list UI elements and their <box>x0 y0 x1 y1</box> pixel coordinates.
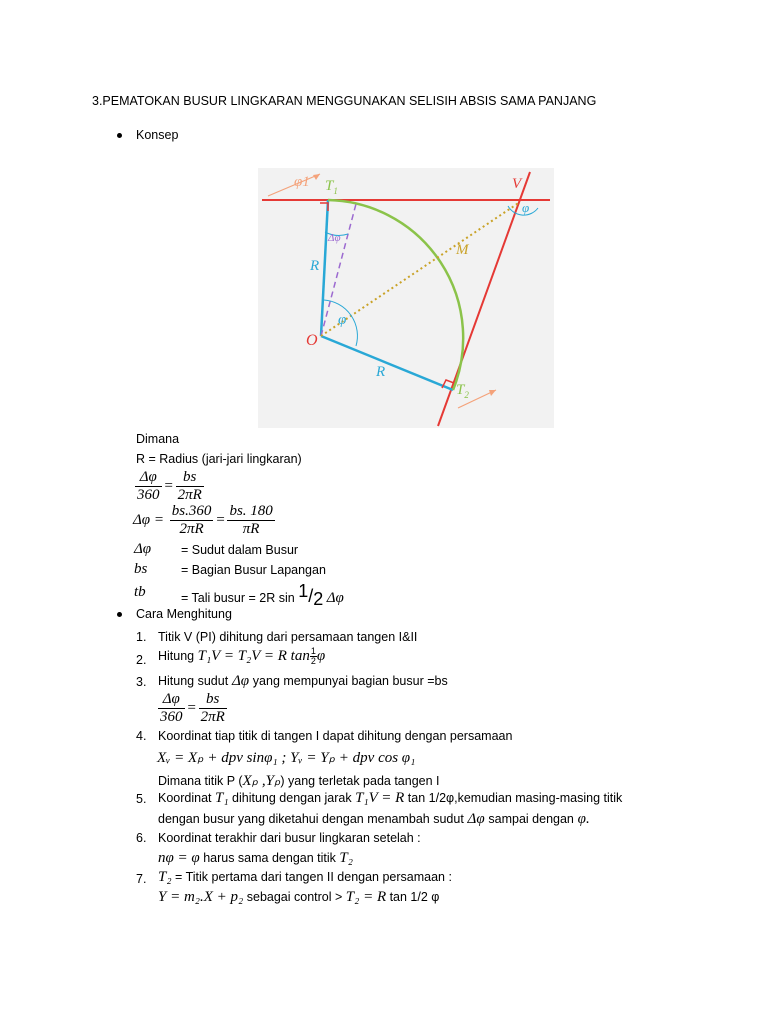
formula-2 <box>133 503 277 538</box>
step-number: 5. <box>136 792 147 806</box>
step-2-math: T₁V = T₂V = R tan <box>197 647 310 664</box>
step-number: 7. <box>136 872 147 886</box>
label-t2-letter: T <box>456 382 465 398</box>
step-4-text: Koordinat tiap titik di tangen I dapat dihitung dengan persamaan <box>158 729 513 743</box>
konsep-label: Konsep <box>136 128 179 142</box>
frac-num: 1 <box>310 646 316 656</box>
label-t1-sub: 1 <box>333 186 338 196</box>
tb-half-num: 1 <box>298 581 309 601</box>
formula-1-frac-left <box>135 469 162 504</box>
frac-num: bs. 180 <box>229 503 273 519</box>
label-delta-phi: Δφ <box>328 232 341 244</box>
frac-num: bs <box>176 469 204 487</box>
equals-sign: = <box>215 511 226 528</box>
frac-num: bs <box>199 691 227 709</box>
radius-line-2 <box>321 336 453 390</box>
label-phi-center: φ <box>338 312 347 328</box>
step-6-line2 <box>158 850 353 867</box>
step-6-math: nφ = φ <box>158 850 200 866</box>
formula-2-frac-left <box>170 503 214 538</box>
tb-half-den: 2 <box>313 589 324 609</box>
label-m: M <box>456 242 469 258</box>
step-7-formula: Y = m₂.X + p₂ <box>158 889 244 905</box>
label-phi-v: φ <box>522 200 530 215</box>
step-5-line2-math2: φ. <box>573 811 590 827</box>
step-5-line2 <box>158 811 590 828</box>
cara-label: Cara Menghitung <box>136 607 232 621</box>
step-4-line3 <box>158 771 440 790</box>
step-6-math2: T₂ <box>339 850 353 866</box>
step-7-line1 <box>158 869 452 886</box>
def-sym-tb: tb <box>134 584 146 600</box>
def-text-bs: = Bagian Busur Lapangan <box>181 563 326 577</box>
step-number: 2. <box>136 653 147 667</box>
step-5-text: Koordinat <box>158 791 212 805</box>
label-r-vertical: R <box>310 258 320 274</box>
frac-den: πR <box>242 521 260 537</box>
step-5-line2-a: dengan busur yang diketahui dengan menambah sudut <box>158 812 464 826</box>
def-text-tb-main: = Tali busur = 2R sin <box>181 591 295 605</box>
label-t2 <box>456 382 469 400</box>
step-5-line2-math: Δφ <box>463 811 489 827</box>
tangent-line-2 <box>438 172 530 426</box>
r-definition: R = Radius (jari-jari lingkaran) <box>136 452 302 466</box>
def-sym-bs: bs <box>134 561 148 577</box>
step-7-math2: T₂ = R <box>345 889 387 905</box>
label-phi1: φ1 <box>294 174 310 190</box>
page-title: 3.PEMATOKAN BUSUR LINGKARAN MENGGUNAKAN SELISIH ABSIS SAMA PANJANG <box>92 94 597 108</box>
frac-den: 2 <box>310 656 316 666</box>
formula-1-frac-right <box>176 469 204 504</box>
step-6-text2: harus sama dengan titik <box>199 851 340 865</box>
step-number: 1. <box>136 630 147 644</box>
label-t2-sub: 2 <box>464 390 469 400</box>
step-2-phi: φ <box>316 647 326 664</box>
step-7-math: T₂ <box>158 869 172 885</box>
label-r-lower: R <box>376 364 386 380</box>
step-7-text2: sebagai control > <box>243 890 346 904</box>
tb-dphi: Δφ <box>326 590 344 606</box>
step-7-line2 <box>158 889 439 906</box>
def-text-dphi: = Sudut dalam Busur <box>181 543 299 557</box>
frac-left <box>158 691 185 726</box>
bullet-dot <box>117 612 122 617</box>
step-4-formula: Xᵥ = Xₚ + dpv sinφ₁ ; Yᵥ = Yₚ + dpv cos φ₁ <box>157 750 416 766</box>
step-4-line3-math: Xₚ ,Yₚ <box>242 773 281 789</box>
step-5-tail2: tan 1/2φ,kemudian masing-masing titik <box>407 791 623 805</box>
dimana-label: Dimana <box>136 432 180 446</box>
step-5-math: T₁ <box>215 790 229 806</box>
label-o: O <box>306 332 318 349</box>
circle-arc-diagram <box>258 168 554 428</box>
equals-sign: = <box>186 699 197 716</box>
frac-den: 2πR <box>200 709 225 725</box>
formula-1 <box>133 469 206 504</box>
step-3-tail: yang mempunyai bagian busur =bs <box>252 674 448 688</box>
frac-num: Δφ <box>158 691 185 709</box>
step-2-text: Hitung <box>158 648 195 663</box>
step-3-formula <box>156 691 229 726</box>
step-4-line3-a: Dimana titik P ( <box>158 774 243 788</box>
step-2-half <box>310 647 317 666</box>
frac-num: bs.360 <box>171 503 212 519</box>
label-t1-letter: T <box>325 178 334 194</box>
step-3-math: Δφ <box>228 673 253 689</box>
step-2-line <box>158 647 325 666</box>
frac-num: Δφ <box>135 469 162 487</box>
step-7-text: = Titik pertama dari tangen II dengan persamaan : <box>175 870 452 884</box>
arc-curve <box>328 200 463 390</box>
frac-den: 2πR <box>179 521 204 537</box>
arrow-head-2 <box>489 390 496 396</box>
equals-sign: = <box>163 477 174 494</box>
step-7-tail: tan 1/2 φ <box>386 890 440 904</box>
frac-right <box>199 691 227 726</box>
frac-den: 360 <box>160 709 183 725</box>
label-v: V <box>512 176 522 192</box>
formula-2-lhs: Δφ = <box>133 511 164 528</box>
diagram-svg <box>258 168 554 428</box>
formula-2-frac-right <box>227 503 274 538</box>
step-3-text: Hitung sudut <box>158 674 229 688</box>
step-5-math2: T₁V = R <box>355 790 405 806</box>
label-t1 <box>325 178 338 196</box>
def-text-tb: = Tali busur = 2R sin 1/2 Δφ <box>181 581 344 609</box>
step-5-tail: dihitung dengan jarak <box>232 791 352 805</box>
step-number: 3. <box>136 675 147 689</box>
step-6-text: Koordinat terakhir dari busur lingkaran setelah : <box>158 831 421 845</box>
step-3-line <box>158 673 448 690</box>
frac-den: 360 <box>137 487 160 503</box>
bullet-dot <box>117 133 122 138</box>
def-sym-dphi: Δφ <box>134 541 152 557</box>
step-5-line2-b: sampai dengan <box>488 812 574 826</box>
step-number: 6. <box>136 831 147 845</box>
step-5-line1 <box>158 790 622 807</box>
step-1-text: Titik V (PI) dihitung dari persamaan tangen I&II <box>158 630 418 644</box>
frac-den: 2πR <box>177 487 202 503</box>
step-4-line3-b: ) yang terletak pada tangen I <box>280 774 440 788</box>
step-number: 4. <box>136 729 147 743</box>
